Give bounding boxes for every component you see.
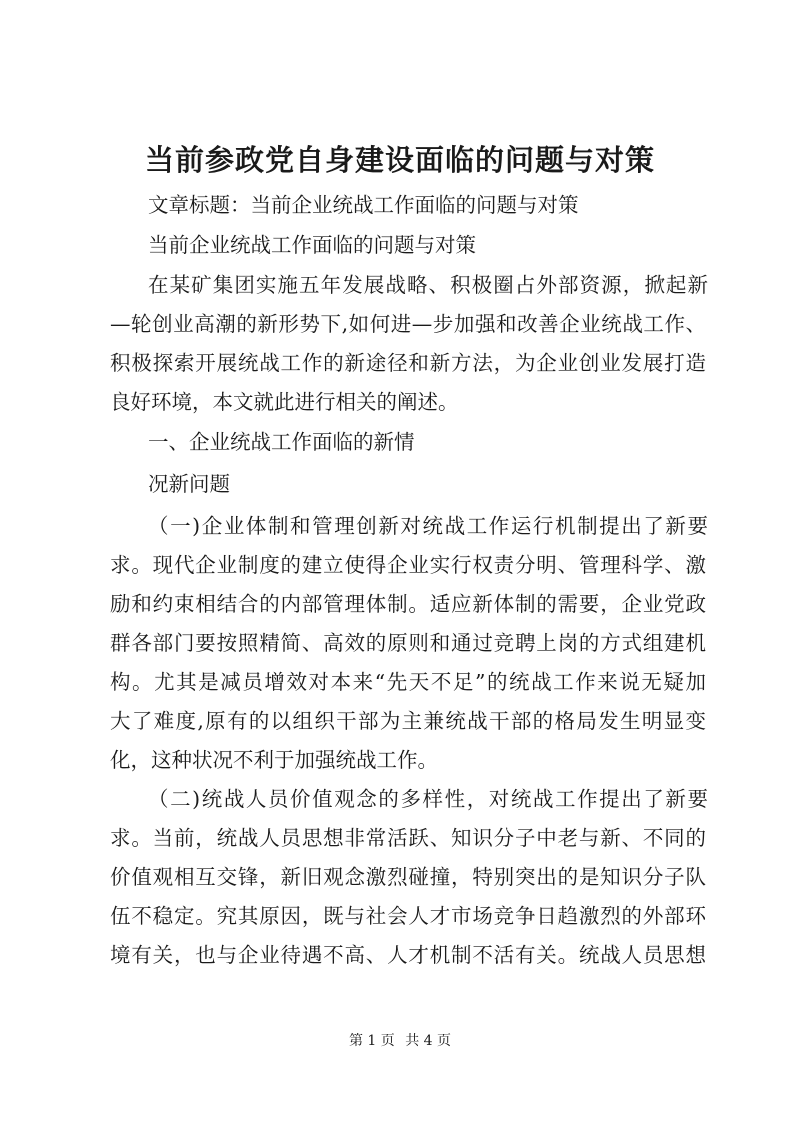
page-total: 共 4 页 <box>405 1033 452 1049</box>
section-heading: 一、企业统战工作面临的新情 <box>148 430 415 454</box>
page-footer <box>0 1030 800 1050</box>
paragraph-line: 大了难度,原有的以组织干部为主兼统战干部的格局发生明显变 <box>110 709 706 733</box>
paragraph-line: 化，这种状况不利于加强统战工作。 <box>110 748 438 772</box>
paragraph-line: 良好环境，本文就此进行相关的阐述。 <box>110 390 459 414</box>
subtitle-line: 当前企业统战工作面临的问题与对策 <box>148 233 476 257</box>
paragraph-line: —轮创业高潮的新形势下,如何进—步加强和改善企业统战工作、 <box>110 312 706 336</box>
paragraph-line: 伍不稳定。究其原因，既与社会人才市场竞争日趋激烈的外部环 <box>110 904 706 928</box>
paragraph-line: 积极探索开展统战工作的新途径和新方法，为企业创业发展打造 <box>110 351 706 375</box>
paragraph-line: 价值观相互交锋，新旧观念激烈碰撞，特别突出的是知识分子队 <box>110 865 706 889</box>
article-heading-line: 文章标题：当前企业统战工作面临的问题与对策 <box>148 193 579 217</box>
document-title: 当前参政党自身建设面临的问题与对策 <box>144 143 655 177</box>
paragraph-line: 励和约束相结合的内部管理体制。适应新体制的需要，企业党政 <box>110 592 706 616</box>
paragraph-line: 求。现代企业制度的建立使得企业实行权责分明、管理科学、激 <box>110 553 706 577</box>
paragraph-line: 在某矿集团实施五年发展战略、积极圈占外部资源，掀起新 <box>148 273 708 297</box>
paragraph-line: 求。当前，统战人员思想非常活跃、知识分子中老与新、不同的 <box>110 826 706 850</box>
paragraph-line: 群各部门要按照精简、高效的原则和通过竞聘上岗的方式组建机 <box>110 631 706 655</box>
section-heading-continued: 况新问题 <box>148 472 230 496</box>
paragraph-line: 境有关，也与企业待遇不高、人才机制不活有关。统战人员思想 <box>110 943 706 967</box>
paragraph-line: （二)统战人员价值观念的多样性，对统战工作提出了新要 <box>148 787 708 811</box>
paragraph-line: 构。尤其是减员增效对本来“先天不足”的统战工作来说无疑加 <box>110 670 706 694</box>
paragraph-line: （一)企业体制和管理创新对统战工作运行机制提出了新要 <box>148 514 708 538</box>
page-number: 第 1 页 <box>348 1033 395 1049</box>
